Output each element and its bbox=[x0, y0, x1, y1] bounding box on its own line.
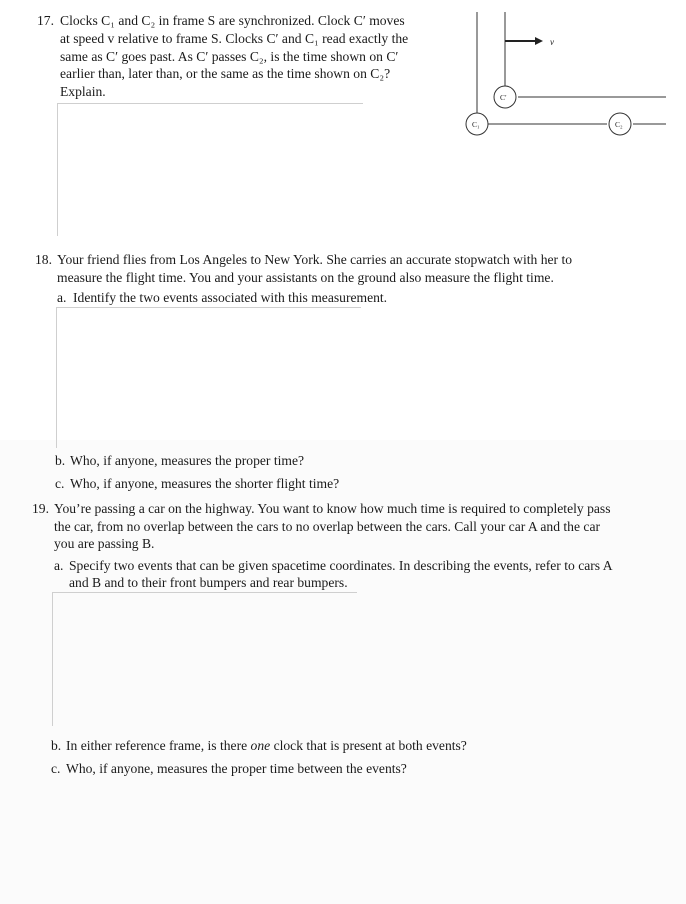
velocity-label: v bbox=[550, 37, 554, 47]
part-text: Who, if anyone, measures the proper time between the events? bbox=[66, 761, 407, 776]
answer-area[interactable] bbox=[57, 103, 363, 236]
answer-area[interactable] bbox=[56, 307, 361, 448]
part-text: and B and to their front bumpers and rear bumpers. bbox=[69, 575, 348, 590]
part-label: c. bbox=[51, 761, 61, 776]
clock-c2-label: C₂ bbox=[615, 120, 623, 129]
part-text: Who, if anyone, measures the proper time? bbox=[70, 453, 305, 468]
problem-number: 17. bbox=[37, 13, 54, 28]
part-label: a. bbox=[57, 290, 67, 305]
part-text-emphasis: one bbox=[250, 738, 271, 753]
part-text bbox=[66, 737, 467, 755]
problem-text-line: at speed v relative to frame S. Clocks C′ and C₁ read exactly the bbox=[60, 31, 409, 46]
part-text: Who, if anyone, measures the shorter flight time? bbox=[70, 476, 340, 491]
problem-text-line: the car, from no overlap between the cars to no overlap between the cars. Call your car A and the car bbox=[54, 519, 600, 534]
part-text: Identify the two events associated with this measurement. bbox=[73, 290, 388, 305]
problem-text-line: You’re passing a car on the highway. You want to know how much time is required to completely pass bbox=[54, 501, 611, 516]
answer-area[interactable] bbox=[52, 592, 357, 726]
problem-text-line: Clocks C₁ and C₂ in frame S are synchronized. Clock C′ moves bbox=[60, 13, 405, 28]
clock-c-prime-label: C′ bbox=[500, 93, 507, 102]
clock-c1-label: C₁ bbox=[472, 120, 480, 129]
part-label: b. bbox=[51, 738, 62, 753]
problem-number: 19. bbox=[32, 501, 49, 516]
part-text-post: clock that is present at both events? bbox=[270, 738, 467, 753]
velocity-arrowhead bbox=[535, 37, 543, 45]
problem-text-line: measure the flight time. You and your assistants on the ground also measure the flight time. bbox=[57, 270, 554, 285]
problem-text-line: you are passing B. bbox=[54, 536, 155, 551]
part-text-pre: In either reference frame, is there bbox=[66, 738, 251, 753]
part-text: Specify two events that can be given spacetime coordinates. In describing the events, refer to cars A bbox=[69, 558, 613, 573]
clock-diagram bbox=[455, 8, 686, 148]
problem-text-line: Explain. bbox=[60, 84, 106, 99]
problem-text-line: same as C′ goes past. As C′ passes C₂, is the time shown on C′ bbox=[60, 49, 399, 64]
problem-text-line: Your friend flies from Los Angeles to New York. She carries an accurate stopwatch with her to bbox=[57, 252, 573, 267]
part-label: c. bbox=[55, 476, 65, 491]
part-label: b. bbox=[55, 453, 66, 468]
part-label: a. bbox=[54, 558, 64, 573]
problem-text-line: earlier than, later than, or the same as the time shown on C₂? bbox=[60, 66, 391, 81]
problem-number: 18. bbox=[35, 252, 52, 267]
